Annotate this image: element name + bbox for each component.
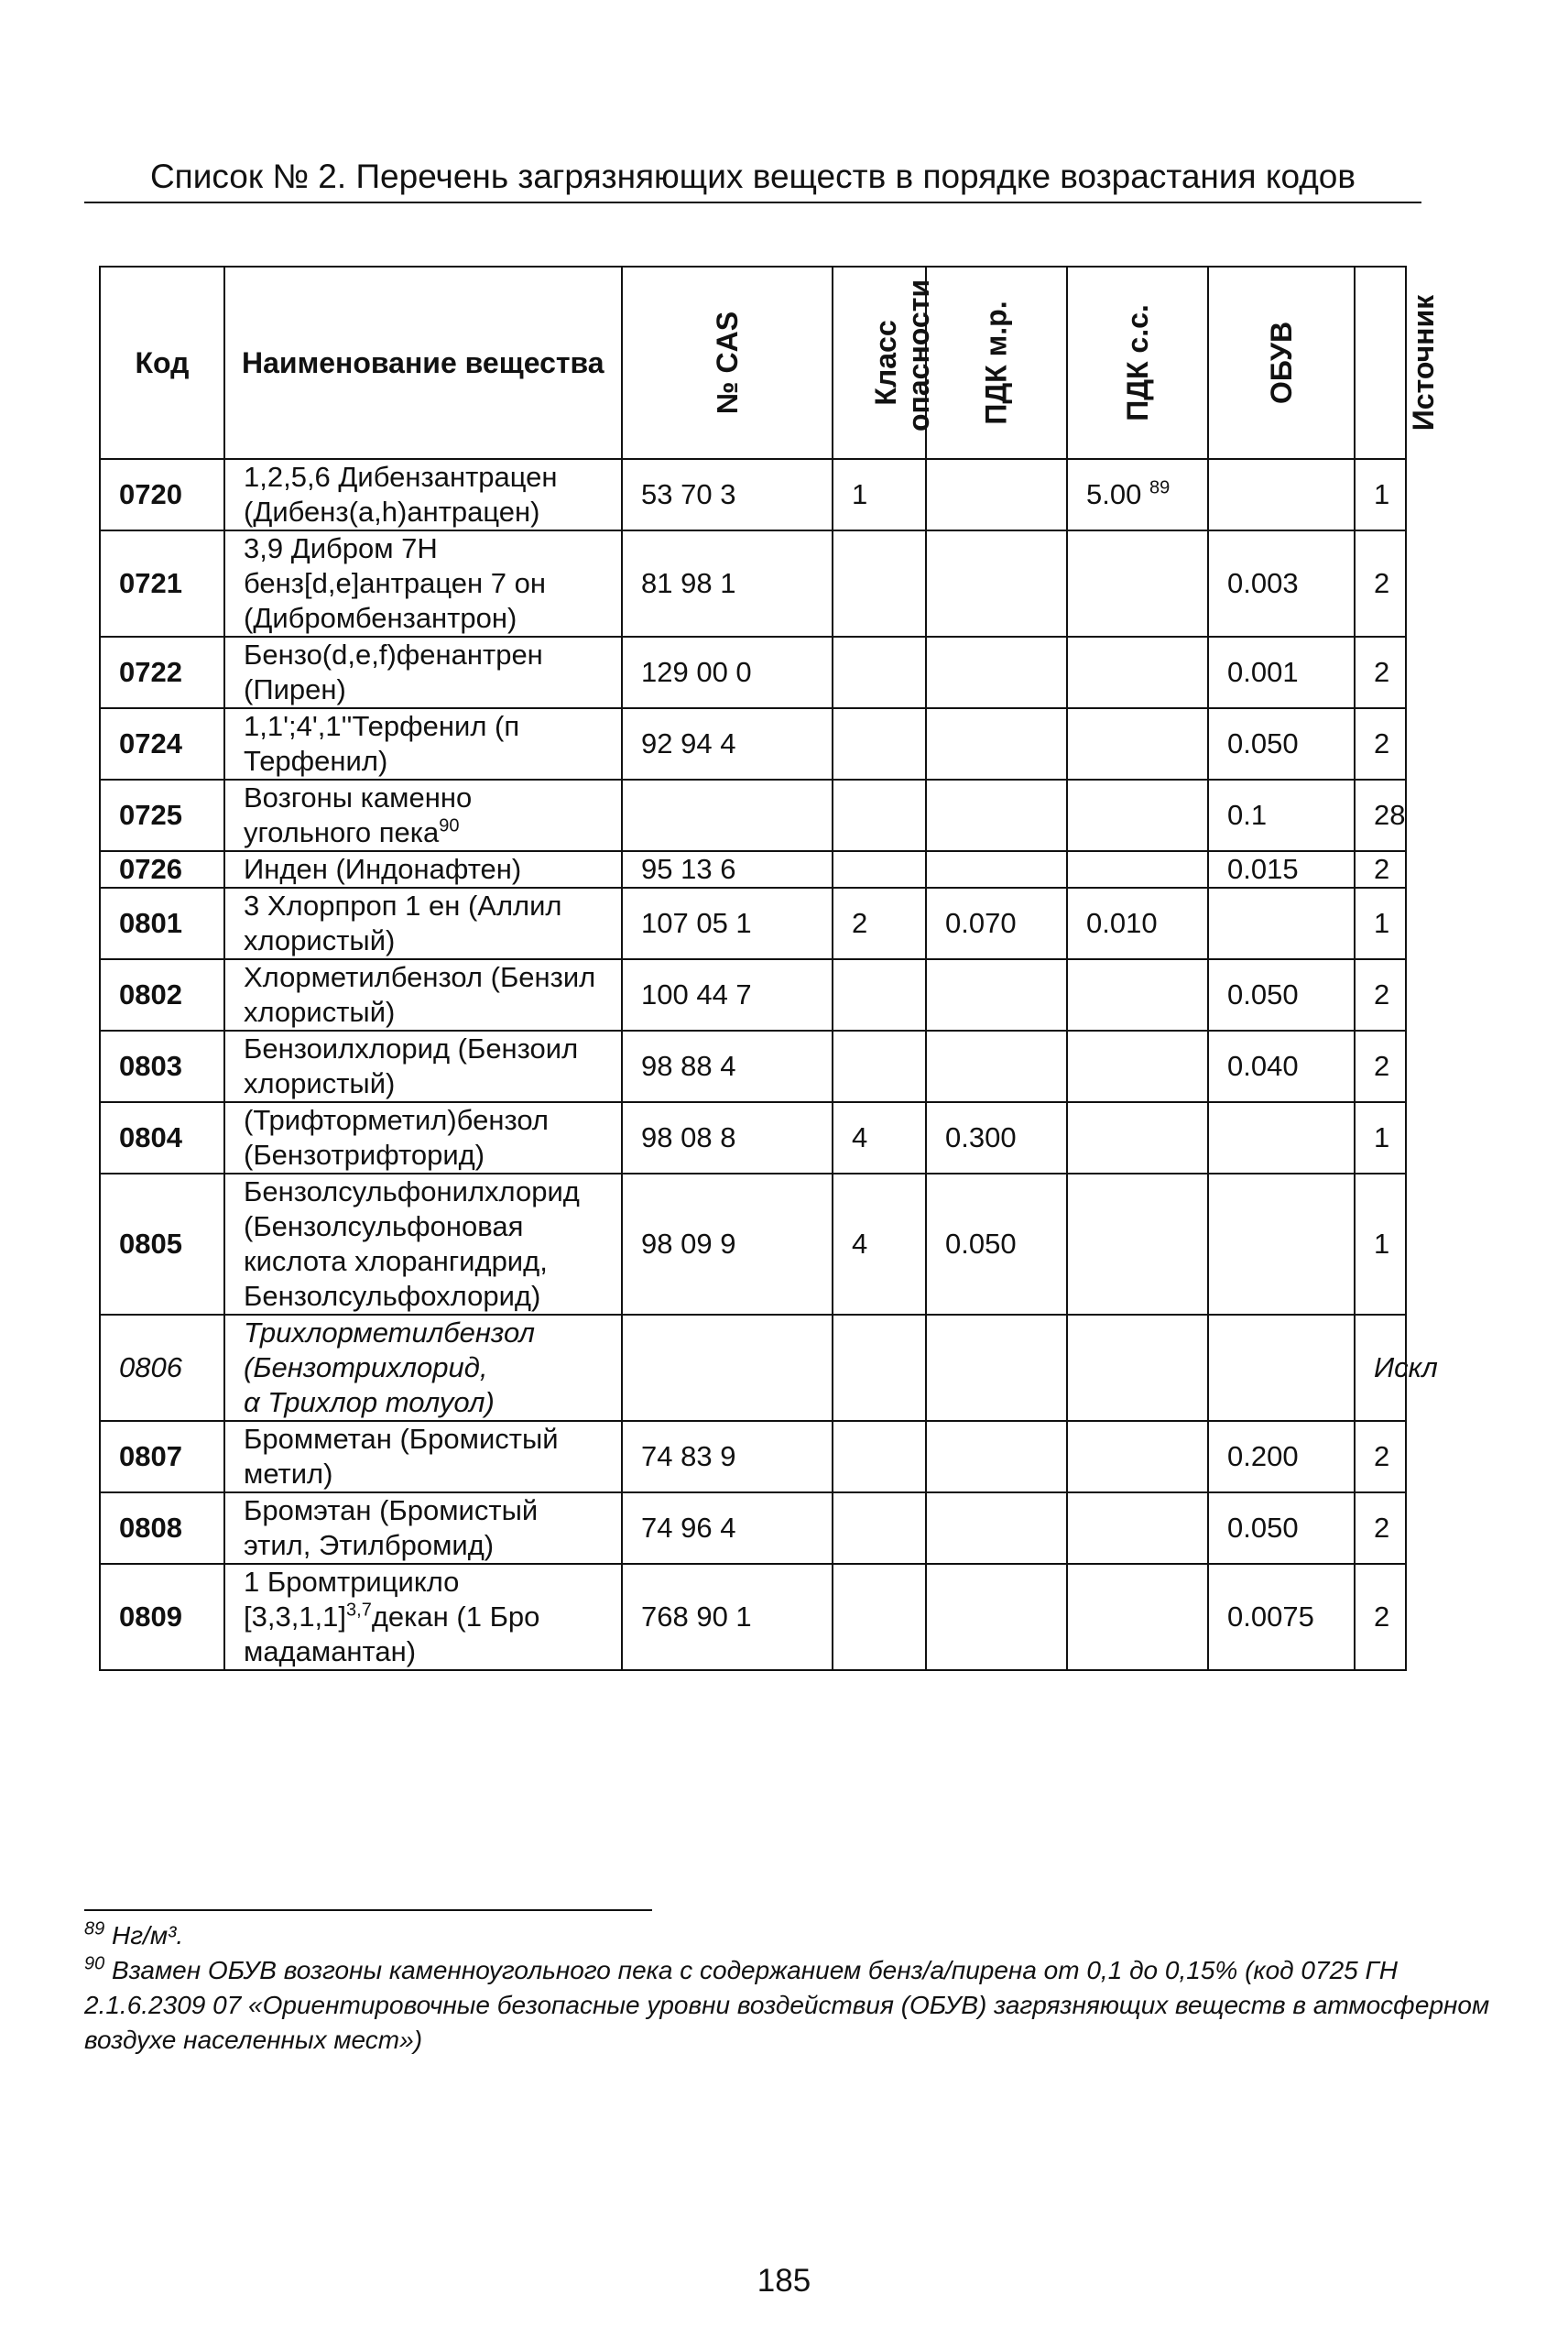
cell-pdk-ss: [1067, 959, 1208, 1031]
cell-hazard-class: [833, 780, 926, 851]
cell-pdk-ss: [1067, 708, 1208, 780]
cell-pdk-mr: [926, 637, 1067, 708]
cell-pdk-ss: [1067, 637, 1208, 708]
pdk-ss-value: 0.010: [1086, 907, 1158, 939]
cell-code: 0803: [100, 1031, 224, 1102]
cell-code: 0721: [100, 530, 224, 637]
cell-pdk-mr: [926, 1492, 1067, 1564]
cell-name: [224, 1174, 622, 1315]
cell-cas: [622, 780, 833, 851]
footnote-mark: 89: [84, 1918, 105, 1939]
cell-obuv: 0.050: [1208, 1492, 1355, 1564]
footnote-90: [84, 1953, 1495, 2058]
cell-code: 0804: [100, 1102, 224, 1174]
name-line: (Бензолсульфоновая: [244, 1210, 524, 1242]
cell-name: [224, 1102, 622, 1174]
footnotes: [84, 1918, 1495, 2058]
cell-cas: 98 88 4: [622, 1031, 833, 1102]
cell-pdk-mr: [926, 780, 1067, 851]
cell-code: 0801: [100, 888, 224, 959]
name-line: 3,9 Дибром 7Н: [244, 532, 438, 564]
cell-cas: 98 09 9: [622, 1174, 833, 1315]
name-line: Бромметан (Бромистый: [244, 1423, 559, 1455]
cell-name: [224, 1492, 622, 1564]
cell-source: 2: [1355, 1492, 1406, 1564]
title-divider: [84, 202, 1421, 203]
name-line: Бензолсульфохлорид): [244, 1280, 541, 1312]
name-line: Терфенил): [244, 745, 388, 777]
cell-pdk-ss: [1067, 1174, 1208, 1315]
cell-obuv: 0.0075: [1208, 1564, 1355, 1670]
name-line: 1 Бромтрицикло: [244, 1566, 460, 1598]
cell-pdk-ss: [1067, 780, 1208, 851]
cell-obuv: [1208, 459, 1355, 530]
header-obuv: [1208, 267, 1355, 459]
cell-cas: 53 70 3: [622, 459, 833, 530]
cell-obuv: 0.003: [1208, 530, 1355, 637]
name-line: хлористый): [244, 924, 396, 956]
name-line: Бромэтан (Бромистый: [244, 1494, 539, 1526]
cell-name: [224, 959, 622, 1031]
cell-source: 2: [1355, 851, 1406, 888]
table-body: [100, 459, 1438, 1670]
cell-hazard-class: [833, 637, 926, 708]
cell-pdk-mr: [926, 1564, 1067, 1670]
cell-pdk-mr: [926, 708, 1067, 780]
cell-source: 28: [1355, 780, 1406, 851]
table-row: [100, 959, 1406, 1031]
cell-pdk-mr: [926, 459, 1067, 530]
cell-code: 0722: [100, 637, 224, 708]
header-cas: [622, 267, 833, 459]
cell-cas: 100 44 7: [622, 959, 833, 1031]
name-line: мадамантан): [244, 1635, 417, 1667]
cell-pdk-ss: [1067, 1492, 1208, 1564]
footnote-89: [84, 1918, 1495, 1953]
footnote-ref: 89: [1149, 477, 1171, 498]
cell-source: 2: [1355, 1031, 1406, 1102]
cell-cas: 98 08 8: [622, 1102, 833, 1174]
cell-obuv: [1208, 1315, 1355, 1421]
cell-hazard-class: [833, 530, 926, 637]
table-row: [100, 851, 1406, 888]
name-line: Бензолсульфонилхлорид: [244, 1175, 580, 1207]
table-row: [100, 1102, 1406, 1174]
cell-cas: 74 96 4: [622, 1492, 833, 1564]
cell-source: 1: [1355, 1102, 1406, 1174]
cell-name: [224, 459, 622, 530]
name-line: (Бензотрифторид): [244, 1139, 485, 1171]
cell-cas: 107 05 1: [622, 888, 833, 959]
header-source: [1355, 267, 1441, 459]
cell-cas: 74 83 9: [622, 1421, 833, 1492]
cell-obuv: 0.050: [1208, 708, 1355, 780]
footnote-text: Взамен ОБУВ возгоны каменноугольного пека с содержанием бенз/а/пирена от 0,1 до 0,15% (код 0725 ГН 2.1.6.2309 07 «Ориентировочные безопасные уровни воздействия (ОБУВ) загрязняющих веществ в атмосферном воздухе населенных мест»): [84, 1956, 1490, 2054]
cell-obuv: 0.015: [1208, 851, 1355, 888]
cell-pdk-mr: [926, 1031, 1067, 1102]
cell-source: 1: [1355, 888, 1406, 959]
name-line: Бензоилхлорид (Бензоил: [244, 1032, 579, 1065]
name-line: (Бензотрихлорид,: [244, 1351, 488, 1383]
table-row: [100, 1421, 1406, 1492]
header-pdk-mr-label: ПДК м.р.: [980, 300, 1013, 425]
table-row: [100, 1564, 1406, 1670]
cell-pdk-ss: [1067, 530, 1208, 637]
cell-name: [224, 888, 622, 959]
header-code: Код: [100, 267, 224, 459]
cell-code: 0806: [100, 1315, 224, 1421]
cell-pdk-ss: [1067, 459, 1208, 530]
page-title: Список № 2. Перечень загрязняющих веществ в порядке возрастания кодов: [149, 158, 1356, 195]
name-line: (Трифторметил)бензол: [244, 1104, 549, 1136]
cell-hazard-class: 4: [833, 1174, 926, 1315]
header-pdk-ss: [1067, 267, 1208, 459]
table-row: [100, 1492, 1406, 1564]
cell-code: 0724: [100, 708, 224, 780]
cell-source: Искл: [1355, 1315, 1406, 1421]
cell-hazard-class: [833, 1315, 926, 1421]
cell-obuv: [1208, 1174, 1355, 1315]
page-number: 185: [757, 2263, 811, 2299]
cell-pdk-mr: [926, 959, 1067, 1031]
cell-name: [224, 1031, 622, 1102]
cell-pdk-mr: 0.050: [926, 1174, 1067, 1315]
cell-pdk-ss: [1067, 1564, 1208, 1670]
cell-pdk-mr: [926, 851, 1067, 888]
cell-code: 0802: [100, 959, 224, 1031]
cell-cas: 81 98 1: [622, 530, 833, 637]
cell-pdk-ss: [1067, 1102, 1208, 1174]
name-line: Бензо(d,e,f)фенантрен: [244, 639, 543, 671]
cell-hazard-class: [833, 708, 926, 780]
header-pdk-ss-label: ПДК с.с.: [1121, 304, 1154, 421]
cell-hazard-class: [833, 1421, 926, 1492]
cell-pdk-ss: [1067, 1421, 1208, 1492]
name-line: угольного пека$^{90}$: [244, 815, 460, 848]
cell-source: 1: [1355, 459, 1406, 530]
name-line: Трихлорметилбензол: [244, 1316, 536, 1349]
cell-hazard-class: [833, 1492, 926, 1564]
cell-obuv: 0.1: [1208, 780, 1355, 851]
cell-pdk-mr: [926, 530, 1067, 637]
table-row: [100, 530, 1406, 637]
name-line: бенз[d,e]антрацен 7 он: [244, 567, 546, 599]
cell-name: [224, 1421, 622, 1492]
cell-source: 2: [1355, 708, 1406, 780]
substances-table: [99, 266, 1441, 1671]
table-row: [100, 1174, 1406, 1315]
cell-hazard-class: [833, 959, 926, 1031]
header-hazard-class-label: Класс опасности: [869, 279, 935, 432]
table-row: [100, 888, 1406, 959]
table-row: [100, 1031, 1406, 1102]
name-line: α Трихлор толуол): [244, 1386, 495, 1418]
name-line: Возгоны каменно: [244, 781, 473, 814]
cell-pdk-ss: [1067, 888, 1208, 959]
name-line: 1,1';4',1''Терфенил (п: [244, 710, 520, 742]
name-line: кислота хлорангидрид,: [244, 1245, 548, 1277]
cell-code: 0808: [100, 1492, 224, 1564]
cell-name: [224, 637, 622, 708]
cell-pdk-ss: [1067, 1031, 1208, 1102]
cell-obuv: 0.040: [1208, 1031, 1355, 1102]
cell-source: 2: [1355, 530, 1406, 637]
cell-cas: 92 94 4: [622, 708, 833, 780]
cell-code: 0726: [100, 851, 224, 888]
footnote-divider: [84, 1909, 652, 1911]
cell-source: 2: [1355, 959, 1406, 1031]
cell-pdk-mr: [926, 1315, 1067, 1421]
header-source-label: Источник: [1407, 294, 1441, 432]
cell-name: [224, 1564, 622, 1670]
footnote-text: Нг/м³.: [112, 1921, 184, 1950]
cell-name: [224, 851, 622, 888]
header-hazard-class: [833, 267, 935, 459]
cell-hazard-class: [833, 851, 926, 888]
name-line: (Дибромбензантрон): [244, 602, 517, 634]
cell-pdk-mr: 0.070: [926, 888, 1067, 959]
cell-name: [224, 780, 622, 851]
header-obuv-label: ОБУВ: [1264, 321, 1298, 405]
name-line: (Пирен): [244, 673, 346, 705]
footnote-ref: 90: [439, 815, 460, 836]
name-line: Инден (Индонафтен): [244, 853, 522, 885]
table-row: [100, 1315, 1406, 1421]
header-cas-label: № CAS: [711, 311, 744, 415]
pdk-ss-value: 5.00: [1086, 478, 1142, 510]
table-row: [100, 780, 1406, 851]
name-line: Хлорметилбензол (Бензил: [244, 961, 596, 993]
table-row: [100, 637, 1406, 708]
cell-cas: 95 13 6: [622, 851, 833, 888]
cell-obuv: [1208, 1102, 1355, 1174]
cell-name: [224, 530, 622, 637]
cell-obuv: 0.001: [1208, 637, 1355, 708]
cell-code: 0809: [100, 1564, 224, 1670]
name-line: этил, Этилбромид): [244, 1529, 495, 1561]
cell-cas: 129 00 0: [622, 637, 833, 708]
cell-hazard-class: 1: [833, 459, 926, 530]
header-pdk-mr: [926, 267, 1067, 459]
table-row: [100, 708, 1406, 780]
cell-obuv: 0.050: [1208, 959, 1355, 1031]
name-line: $[3,3,1,1]^{3,7}декан$ (1 Бро: [244, 1600, 540, 1633]
name-line: метил): [244, 1458, 333, 1490]
header-row: [100, 267, 1406, 459]
name-line: хлористый): [244, 996, 396, 1028]
cell-code: 0807: [100, 1421, 224, 1492]
name-line: (Дибенз(a,h)антрацен): [244, 496, 540, 528]
cell-hazard-class: 2: [833, 888, 926, 959]
name-line: 1,2,5,6 Дибензантрацен: [244, 461, 558, 493]
cell-source: 2: [1355, 1564, 1406, 1670]
cell-cas: 768 90 1: [622, 1564, 833, 1670]
cell-hazard-class: 4: [833, 1102, 926, 1174]
table-row: [100, 459, 1406, 530]
name-line: хлористый): [244, 1067, 396, 1099]
cell-pdk-ss: [1067, 851, 1208, 888]
footnote-mark: 90: [84, 1953, 105, 1974]
cell-name: [224, 1315, 622, 1421]
cell-source: 1: [1355, 1174, 1406, 1315]
cell-pdk-mr: [926, 1421, 1067, 1492]
cell-code: 0805: [100, 1174, 224, 1315]
cell-code: 0720: [100, 459, 224, 530]
cell-name: [224, 708, 622, 780]
name-line: 3 Хлорпроп 1 ен (Аллил: [244, 890, 562, 922]
cell-pdk-mr: 0.300: [926, 1102, 1067, 1174]
cell-obuv: 0.200: [1208, 1421, 1355, 1492]
cell-code: 0725: [100, 780, 224, 851]
cell-pdk-ss: [1067, 1315, 1208, 1421]
cell-source: 2: [1355, 1421, 1406, 1492]
cell-cas: [622, 1315, 833, 1421]
cell-hazard-class: [833, 1564, 926, 1670]
cell-hazard-class: [833, 1031, 926, 1102]
header-name: Наименование вещества: [224, 267, 622, 459]
cell-obuv: [1208, 888, 1355, 959]
cell-source: 2: [1355, 637, 1406, 708]
